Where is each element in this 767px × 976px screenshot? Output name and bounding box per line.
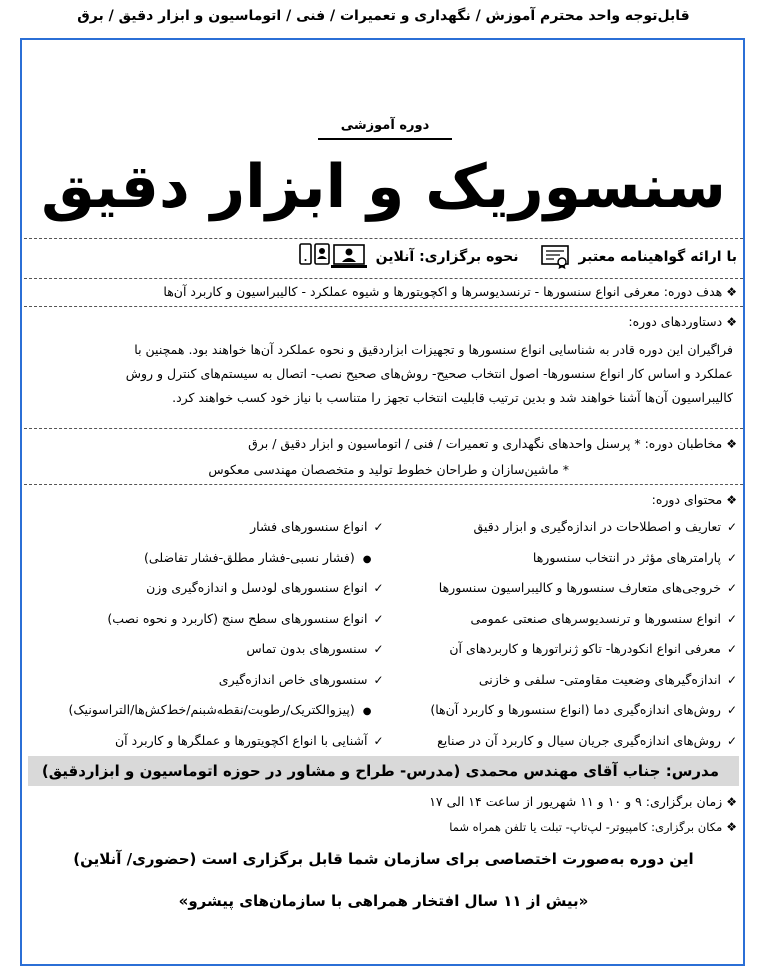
content-item-text: (فشار نسبی-فشار مطلق-فشار تفاضلی) — [144, 549, 355, 565]
content-item — [30, 604, 384, 635]
check-icon: ✓ — [373, 672, 384, 687]
check-icon: ✓ — [726, 642, 737, 656]
achievements-line: فراگیران این دوره قادر به شناسایی انواع سنسورها و تجهیزات ابزاردقیق و نحوه عملکرد آن‌ها خواهند بود. همچنین با — [134, 342, 733, 357]
dot-bullet-icon: ● — [362, 706, 372, 717]
check-icon: ✓ — [726, 550, 737, 565]
meta-row — [150, 240, 737, 274]
content-item-text: خروجی‌های متعارف سنسورها و کالیبراسیون سنسورها — [438, 580, 721, 595]
course-tag: دوره آموزشی — [340, 118, 430, 133]
content-item-text: (پیزوالکتریک/رطوبت/نقطه‌شبنم/خط‌کش‌ها/التراسونیک) — [68, 702, 355, 717]
goal-row — [30, 282, 737, 302]
content-item-text: اندازه‌گیرهای وضعیت مقاومتی- سلفی و خازنی — [478, 671, 721, 687]
content-item-text: روش‌های اندازه‌گیری دما (انواع سنسورها و کاربرد آن‌ها) — [430, 702, 721, 717]
content-item-text: سنسورهای بدون تماس — [246, 641, 368, 656]
mode-item — [298, 242, 519, 272]
mode-label: نحوه برگزاری: آنلاین — [375, 249, 519, 265]
content-item — [30, 634, 384, 665]
divider — [24, 278, 743, 279]
top-notice: قابل‌توجه واحد محترم آموزش / نگهداری و تعمیرات / فنی / اتوماسیون و ابزار دقیق / برق — [77, 8, 690, 24]
check-icon: ✓ — [726, 733, 737, 748]
content-item-text: روش‌های اندازه‌گیری جریان سیال و کاربرد آن در صنایع — [437, 732, 721, 748]
check-icon: ✓ — [726, 581, 737, 595]
content-item-text: انواع سنسورهای لودسل و اندازه‌گیری وزن — [146, 580, 368, 595]
goal-text: هدف دوره: معرفی انواع سنسورها - ترنسدیوسرها و اکچویتورها و شیوه عملکرد - کالیبراسیون و کاربرد آن‌ها — [163, 284, 723, 299]
content-item — [30, 665, 384, 696]
content-item-text: انواع سنسورها و ترنسدیوسرهای صنعتی عمومی — [470, 610, 721, 626]
achievements-line: کالیبراسیون آن‌ها آشنا خواهند شد و بدین ترتیب قابلیت انتخاب تجهز را متناسب با نیاز خود کسب خواهند کرد. — [172, 390, 733, 405]
divider — [24, 484, 743, 485]
star-bullet-icon: ❖ — [726, 437, 737, 451]
content-item — [384, 604, 738, 635]
course-title: سنسوریک و ابزار دقیق — [41, 152, 726, 222]
achievements-paragraph — [30, 338, 737, 410]
certificate-item — [540, 244, 737, 270]
check-icon: ✓ — [726, 703, 737, 717]
custom-note: این دوره به‌صورت اختصاصی برای سازمان شما قابل برگزاری است (حضوری/ آنلاین) — [73, 850, 694, 868]
content-item — [30, 726, 384, 757]
achievements-section — [30, 312, 737, 410]
star-bullet-icon: ❖ — [726, 820, 737, 834]
audience-section — [30, 434, 737, 480]
content-item — [30, 573, 384, 604]
content-item-text: آشنایی با انواع اکچویتورها و عملگرها و کاربرد آن — [115, 732, 368, 748]
divider — [24, 238, 743, 239]
schedule-text: زمان برگزاری: ۹ و ۱۰ و ۱۱ شهریور از ساعت ۱۴ الی ۱۷ — [429, 794, 723, 809]
course-tag-underline — [318, 138, 452, 140]
star-bullet-icon: ❖ — [726, 795, 737, 809]
location-text: مکان برگزاری: کامپیوتر- لپ‌تاپ- تبلت یا تلفن همراه شما — [449, 820, 723, 834]
check-icon: ✓ — [726, 672, 737, 687]
divider — [24, 428, 743, 429]
certificate-icon — [540, 244, 570, 270]
location-row — [30, 820, 737, 834]
content-item — [30, 695, 384, 726]
check-icon: ✓ — [373, 611, 384, 626]
star-bullet-icon: ❖ — [726, 493, 737, 507]
content-item — [384, 695, 738, 726]
audience-line-2: * ماشین‌سازان و طراحان خطوط تولید و متخصصان مهندسی معکوس — [208, 462, 569, 477]
audience-line-1: مخاطبان دوره: * پرسنل واحدهای نگهداری و تعمیرات / فنی / اتوماسیون و ابزار دقیق / برق — [248, 436, 723, 451]
check-icon: ✓ — [726, 520, 737, 534]
content-item-text: تعاریف و اصطلاحات در اندازه‌گیری و ابزار دقیق — [473, 519, 721, 534]
content-item-text: پارامترهای مؤثر در انتخاب سنسورها — [532, 549, 721, 565]
achievements-label: دستاوردهای دوره: — [628, 314, 723, 329]
contents-heading — [30, 490, 737, 510]
contents-label: محتوای دوره: — [651, 492, 723, 507]
check-icon: ✓ — [373, 733, 384, 748]
contents-column-right — [384, 512, 738, 752]
content-item — [384, 726, 738, 757]
teacher-banner: مدرس: جناب آقای مهندس محمدی (مدرس- طراح و مشاور در حوزه اتوماسیون و ابزاردقیق) — [28, 756, 739, 786]
star-bullet-icon: ❖ — [726, 315, 737, 329]
check-icon: ✓ — [373, 642, 384, 656]
tagline: «بیش از ۱۱ سال افتخار همراهی با سازمان‌های پیشرو» — [178, 892, 589, 910]
content-item — [384, 512, 738, 543]
schedule-row — [30, 794, 737, 809]
achievements-line: عملکرد و اساس کار انواع سنسورها- اصول انتخاب صحیح- روش‌های صحیح نصب- اتصال به سیستم‌های کنترل و روش — [125, 366, 733, 381]
content-item-text: انواع سنسورهای فشار — [250, 519, 368, 534]
check-icon: ✓ — [726, 611, 737, 626]
divider — [24, 306, 743, 307]
dot-bullet-icon: ● — [362, 553, 372, 565]
content-item-text: سنسورهای خاص اندازه‌گیری — [218, 671, 368, 687]
content-item — [384, 543, 738, 574]
contents-columns — [30, 512, 737, 752]
online-devices-icon — [298, 242, 368, 272]
content-item — [384, 665, 738, 696]
star-bullet-icon: ❖ — [726, 285, 737, 299]
content-item-text: معرفی انواع انکودرها- تاکو ژنراتورها و کاربردهای آن — [449, 641, 721, 656]
check-icon: ✓ — [373, 520, 384, 534]
content-item — [384, 573, 738, 604]
content-item — [30, 543, 384, 574]
content-item — [384, 634, 738, 665]
contents-column-left — [30, 512, 384, 752]
content-item — [30, 512, 384, 543]
certificate-label: با ارائه گواهینامه معتبر — [578, 249, 737, 265]
check-icon: ✓ — [373, 581, 384, 595]
content-item-text: انواع سنسورهای سطح سنج (کاربرد و نحوه نصب) — [107, 610, 368, 626]
